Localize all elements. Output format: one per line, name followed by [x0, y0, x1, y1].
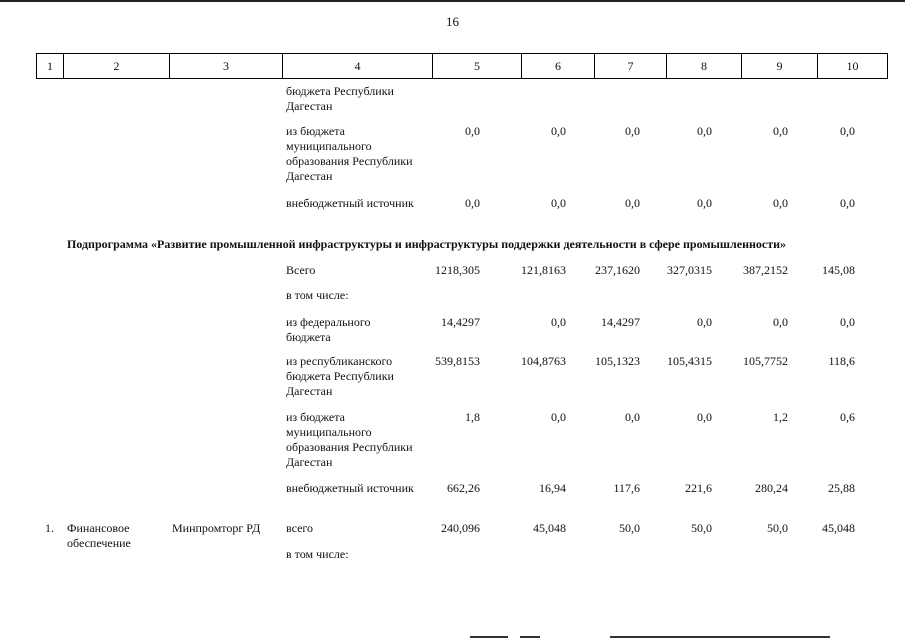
value-cell: 0,6	[840, 410, 855, 424]
value-cell: 0,0	[773, 196, 788, 210]
value-cell: 0,0	[697, 196, 712, 210]
funding-source-label: из федерального бюджета	[286, 315, 371, 344]
value-cell: 50,0	[619, 521, 640, 535]
item-executor: Минпромторг РД	[172, 521, 261, 535]
value-cell: 0,0	[697, 315, 712, 329]
header-cell: 1	[37, 54, 64, 79]
value-cell: 105,7752	[743, 354, 788, 368]
value-cell: 0,0	[625, 124, 640, 138]
funding-source-label: из бюджета муниципального образования Республики Дагестан	[286, 124, 413, 183]
header-cell: 6	[522, 54, 595, 79]
value-cell: 105,4315	[667, 354, 712, 368]
value-cell: 45,048	[533, 521, 566, 535]
funding-source-label: внебюджетный источник	[286, 196, 414, 210]
header-cell: 4	[283, 54, 433, 79]
value-cell: 145,08	[822, 263, 855, 277]
value-cell: 0,0	[840, 124, 855, 138]
value-cell: 237,1620	[595, 263, 640, 277]
value-cell: 0,0	[697, 410, 712, 424]
value-cell: 0,0	[465, 196, 480, 210]
value-cell: 327,0315	[667, 263, 712, 277]
value-cell: 0,0	[697, 124, 712, 138]
value-cell: 45,048	[822, 521, 855, 535]
value-cell: 221,6	[685, 481, 712, 495]
value-cell: 0,0	[840, 196, 855, 210]
scan-top-edge	[0, 0, 905, 2]
value-cell: 104,8763	[521, 354, 566, 368]
value-cell: 1,2	[773, 410, 788, 424]
column-number-header	[36, 53, 888, 79]
value-cell: 0,0	[551, 124, 566, 138]
funding-source-label: всего	[286, 521, 314, 535]
value-cell: 25,88	[828, 481, 855, 495]
scan-artifact	[520, 636, 540, 638]
value-cell: 0,0	[773, 315, 788, 329]
value-cell: 0,0	[551, 410, 566, 424]
funding-source-label: бюджета Республики Дагестан	[286, 84, 394, 113]
value-cell: 1218,305	[435, 263, 480, 277]
header-cell: 10	[818, 54, 888, 79]
value-cell: 280,24	[755, 481, 788, 495]
value-cell: 14,4297	[441, 315, 480, 329]
value-cell: 0,0	[551, 315, 566, 329]
value-cell: 0,0	[773, 124, 788, 138]
header-cell: 9	[742, 54, 818, 79]
value-cell: 50,0	[767, 521, 788, 535]
value-cell: 1,8	[465, 410, 480, 424]
value-cell: 105,1323	[595, 354, 640, 368]
value-cell: 0,0	[465, 124, 480, 138]
funding-source-label: в том числе:	[286, 288, 349, 302]
value-cell: 662,26	[447, 481, 480, 495]
header-cell: 3	[170, 54, 283, 79]
subprogram-title: Подпрограмма «Развитие промышленной инфраструктуры и инфраструктуры поддержки деятельности в сфере промышленности»	[67, 237, 787, 251]
item-name: Финансовое обеспечение	[67, 521, 131, 550]
value-cell: 50,0	[691, 521, 712, 535]
header-cell: 7	[595, 54, 667, 79]
funding-source-label: в том числе:	[286, 547, 349, 561]
header-cell: 8	[667, 54, 742, 79]
value-cell: 240,096	[441, 521, 480, 535]
value-cell: 14,4297	[601, 315, 640, 329]
funding-source-label: внебюджетный источник	[286, 481, 414, 495]
header-cell: 5	[433, 54, 522, 79]
scan-artifact	[610, 636, 830, 638]
value-cell: 121,8163	[521, 263, 566, 277]
funding-source-label: Всего	[286, 263, 316, 277]
funding-source-label: из бюджета муниципального образования Республики Дагестан	[286, 410, 413, 469]
funding-source-label: из республиканского бюджета Республики Дагестан	[286, 354, 394, 398]
scan-artifact	[470, 636, 508, 638]
value-cell: 0,0	[551, 196, 566, 210]
page-number: 16	[446, 14, 459, 29]
value-cell: 0,0	[840, 315, 855, 329]
value-cell: 387,2152	[743, 263, 788, 277]
header-row	[37, 54, 888, 79]
value-cell: 539,8153	[435, 354, 480, 368]
header-cell: 2	[64, 54, 170, 79]
value-cell: 0,0	[625, 410, 640, 424]
value-cell: 118,6	[828, 354, 855, 368]
value-cell: 16,94	[539, 481, 566, 495]
value-cell: 117,6	[613, 481, 640, 495]
value-cell: 0,0	[625, 196, 640, 210]
item-index: 1.	[45, 521, 54, 535]
